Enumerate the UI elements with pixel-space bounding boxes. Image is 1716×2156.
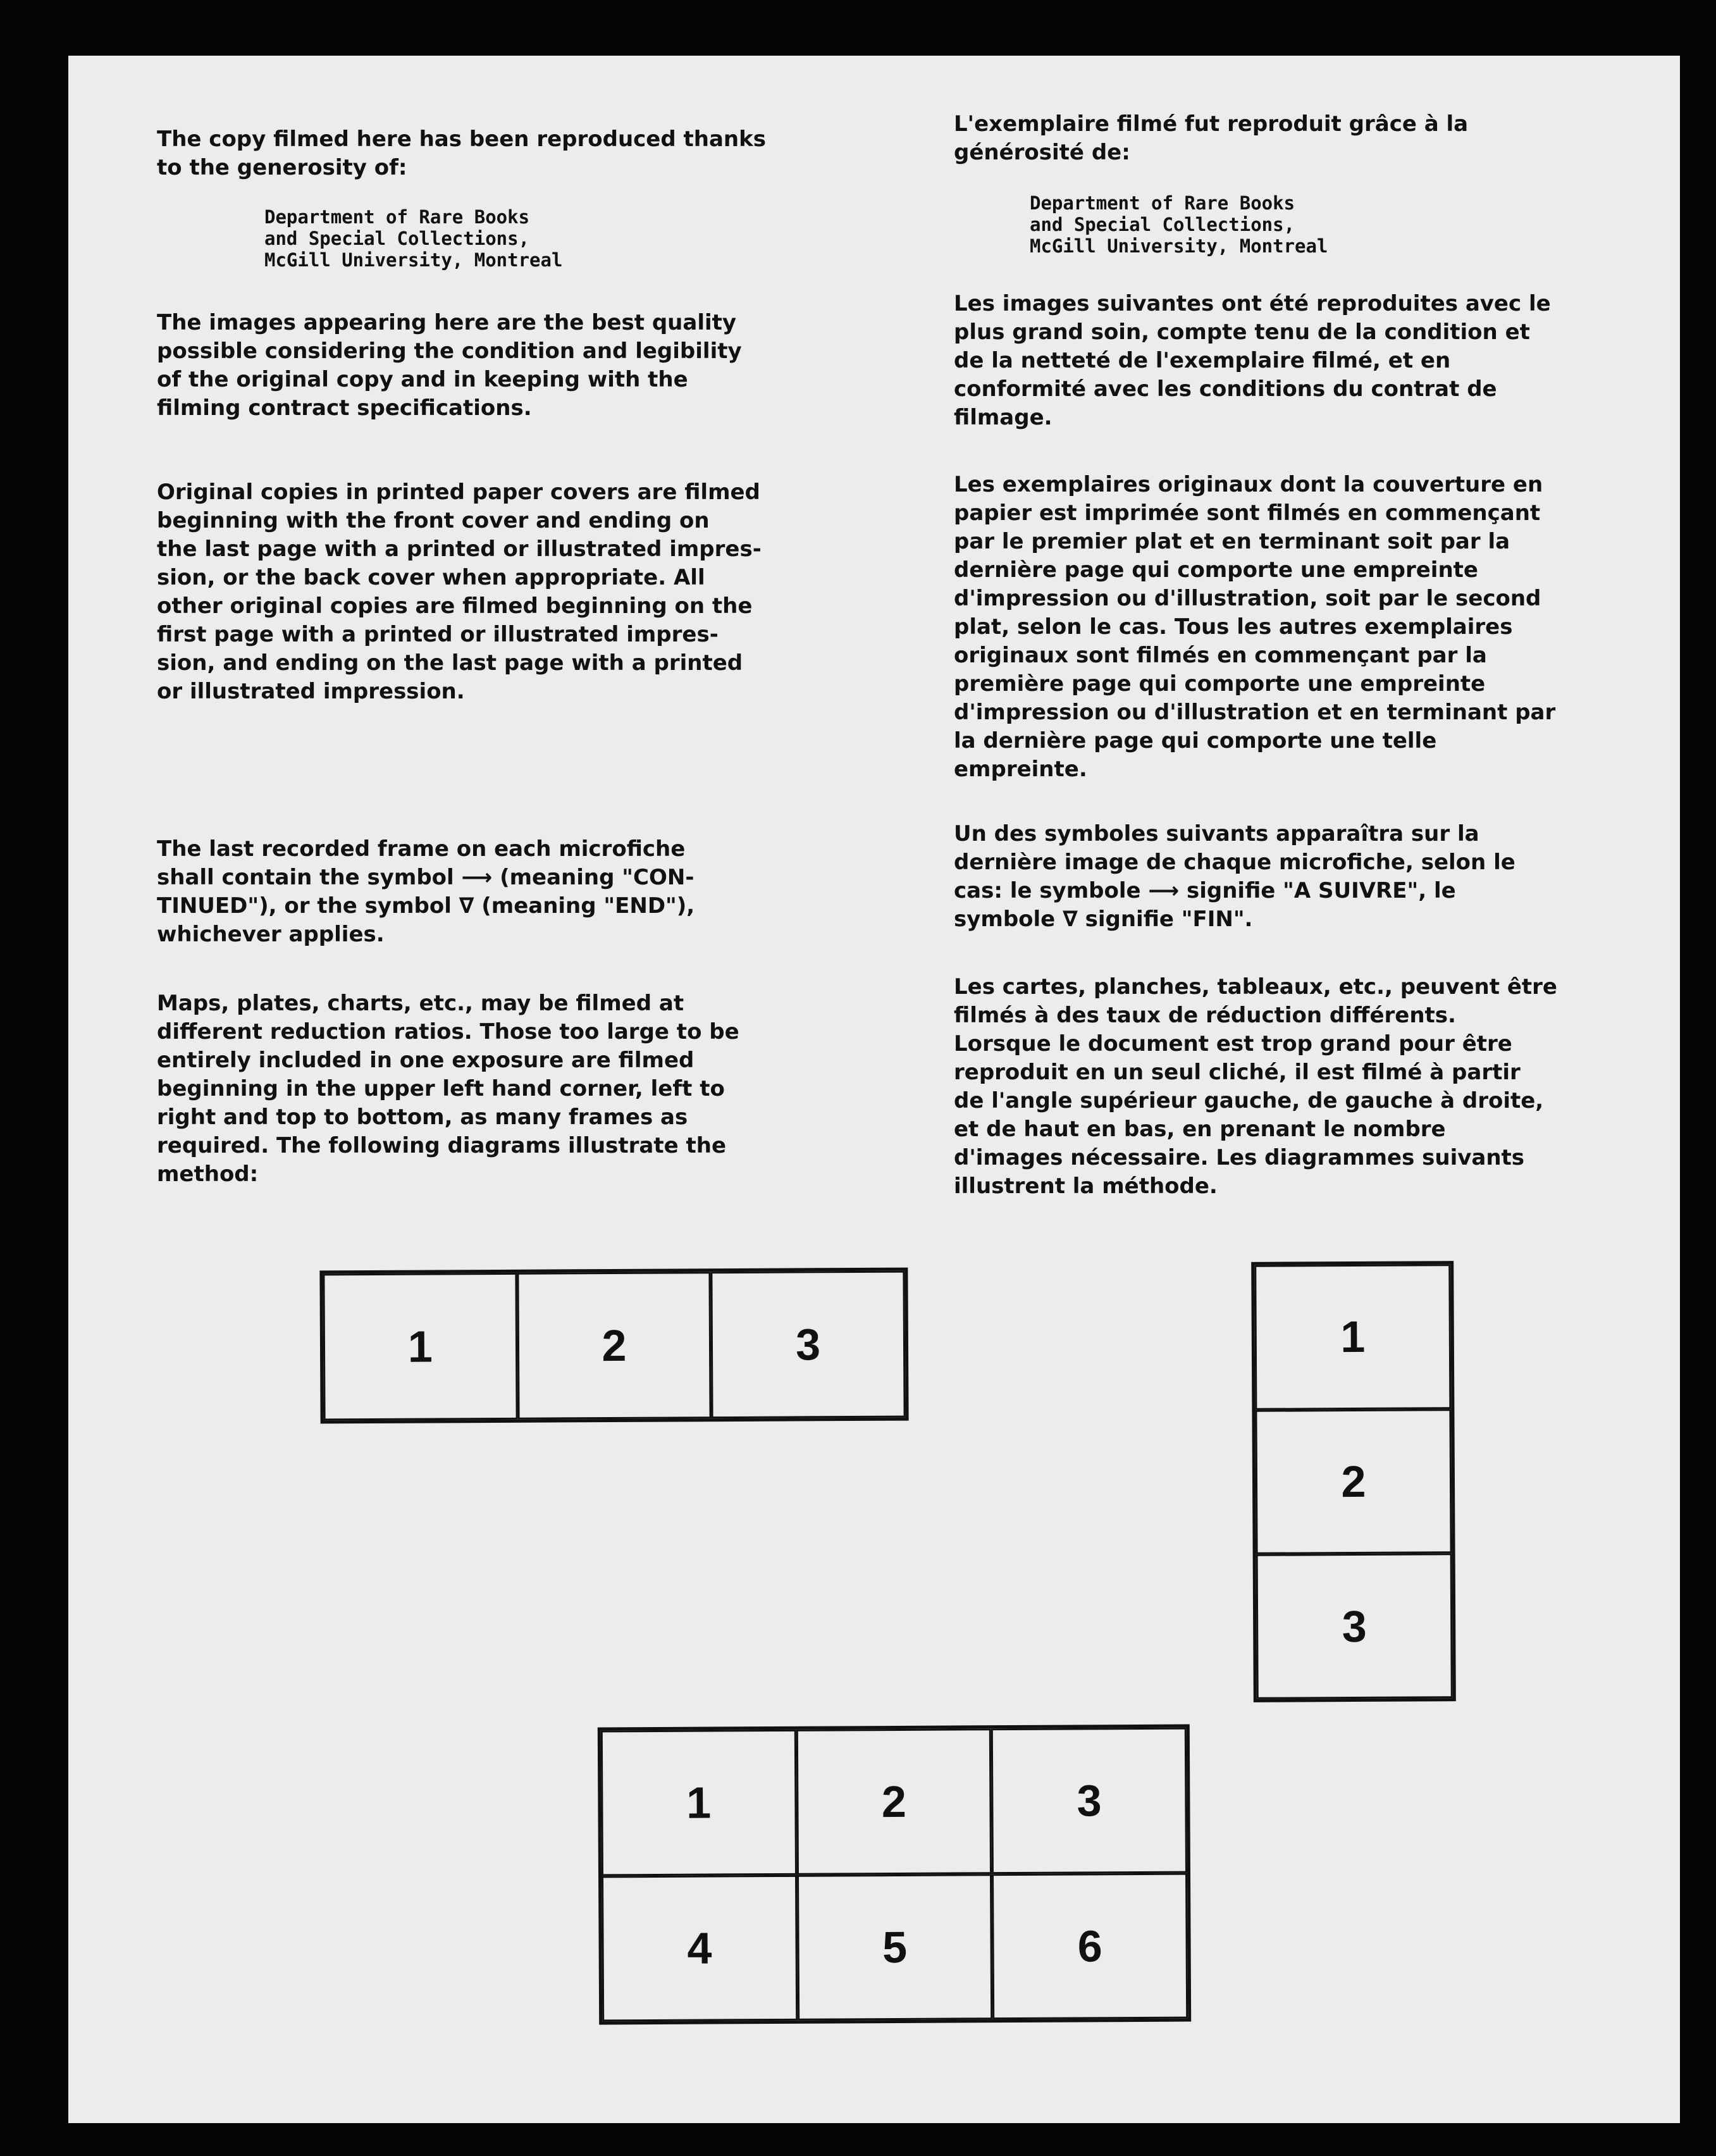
- frame-cell: 5: [797, 1874, 993, 2021]
- frame-cell: 1: [601, 1730, 797, 1876]
- fr-symbol-paragraph: Un des symboles suivants apparaîtra sur la dernière image de chaque microfiche, selon le cas: le symbole ⟶ signifie "A SUIVRE", le symbole ∇ signifie "FIN".: [954, 821, 1515, 932]
- frame-cell: 3: [711, 1271, 906, 1419]
- frame-cell: 4: [602, 1875, 798, 2022]
- frame-cell: 3: [1256, 1554, 1453, 1699]
- horizontal-frame-diagram: [319, 1268, 908, 1424]
- en-original-copies-paragraph: Original copies in printed paper covers are filmed beginning with the front cover and ending on the last page with a printed or illustrated impres- sion, or the back cover when appropriate. All other original copies are filmed beginning on the first page with a printed or illustrated impres- sion, and ending on the last page with a printed or illustrated impression.: [157, 480, 762, 704]
- fr-original-copies-paragraph: Les exemplaires originaux dont la couverture en papier est imprimée sont filmés en commençant par le premier plat et en terminant soit par la dernière page qui comporte une empreinte d'impression ou d'illustration, soit par le second plat, selon le cas. Tous les autres exemplaires originaux sont filmés en commençant par la première page qui comporte une empreinte d'impression ou d'illustration et en terminant par la dernière page qui comporte une telle empreinte.: [954, 472, 1556, 782]
- grid-frame-diagram: [598, 1725, 1191, 2025]
- en-institution-address: Department of Rare Books and Special Collections, McGill University, Montreal: [264, 206, 563, 271]
- frame-cell: 2: [1255, 1409, 1452, 1554]
- fr-maps-paragraph: Les cartes, planches, tableaux, etc., peuvent être filmés à des taux de réduction différents. Lorsque le document est trop grand pour être reproduit en un seul cliché, il est filmé à partir de l'angle supérieur gauche, de gauche à droite, et de haut en bas, en prenant le nombre d'images nécessaire. Les diagrammes suivants illustrent la méthode.: [954, 974, 1557, 1199]
- en-quality-paragraph: The images appearing here are the best quality possible considering the condition and legibility of the original copy and in keeping with the filming contract specifications.: [157, 310, 742, 421]
- vertical-frame-diagram: [1251, 1261, 1456, 1702]
- en-generosity-paragraph: The copy filmed here has been reproduced thanks to the generosity of:: [157, 127, 766, 180]
- frame-cell: 1: [323, 1273, 517, 1421]
- document-page: [68, 56, 1680, 2123]
- frame-cell: 1: [1254, 1264, 1451, 1409]
- en-symbol-paragraph: The last recorded frame on each microfiche shall contain the symbol ⟶ (meaning "CON- TINUED"), or the symbol ∇ (meaning "END"), whichever applies.: [157, 836, 695, 947]
- fr-institution-address: Department of Rare Books and Special Collections, McGill University, Montreal: [1030, 192, 1328, 257]
- fr-generosity-paragraph: L'exemplaire filmé fut reproduit grâce à la générosité de:: [954, 111, 1469, 165]
- fr-quality-paragraph: Les images suivantes ont été reproduites avec le plus grand soin, compte tenu de la condition et de la netteté de l'exemplaire filmé, et en conformité avec les conditions du contrat de filmage.: [954, 291, 1551, 430]
- frame-cell: 2: [517, 1272, 712, 1420]
- frame-cell: 3: [991, 1728, 1187, 1874]
- frame-cell: 2: [796, 1728, 992, 1875]
- en-maps-paragraph: Maps, plates, charts, etc., may be filmed at different reduction ratios. Those too large to be entirely included in one exposure are filmed beginning in the upper left hand corner, left to right and top to bottom, as many frames as required. The following diagrams illustrate the method:: [157, 991, 739, 1187]
- frame-cell: 6: [992, 1873, 1188, 2020]
